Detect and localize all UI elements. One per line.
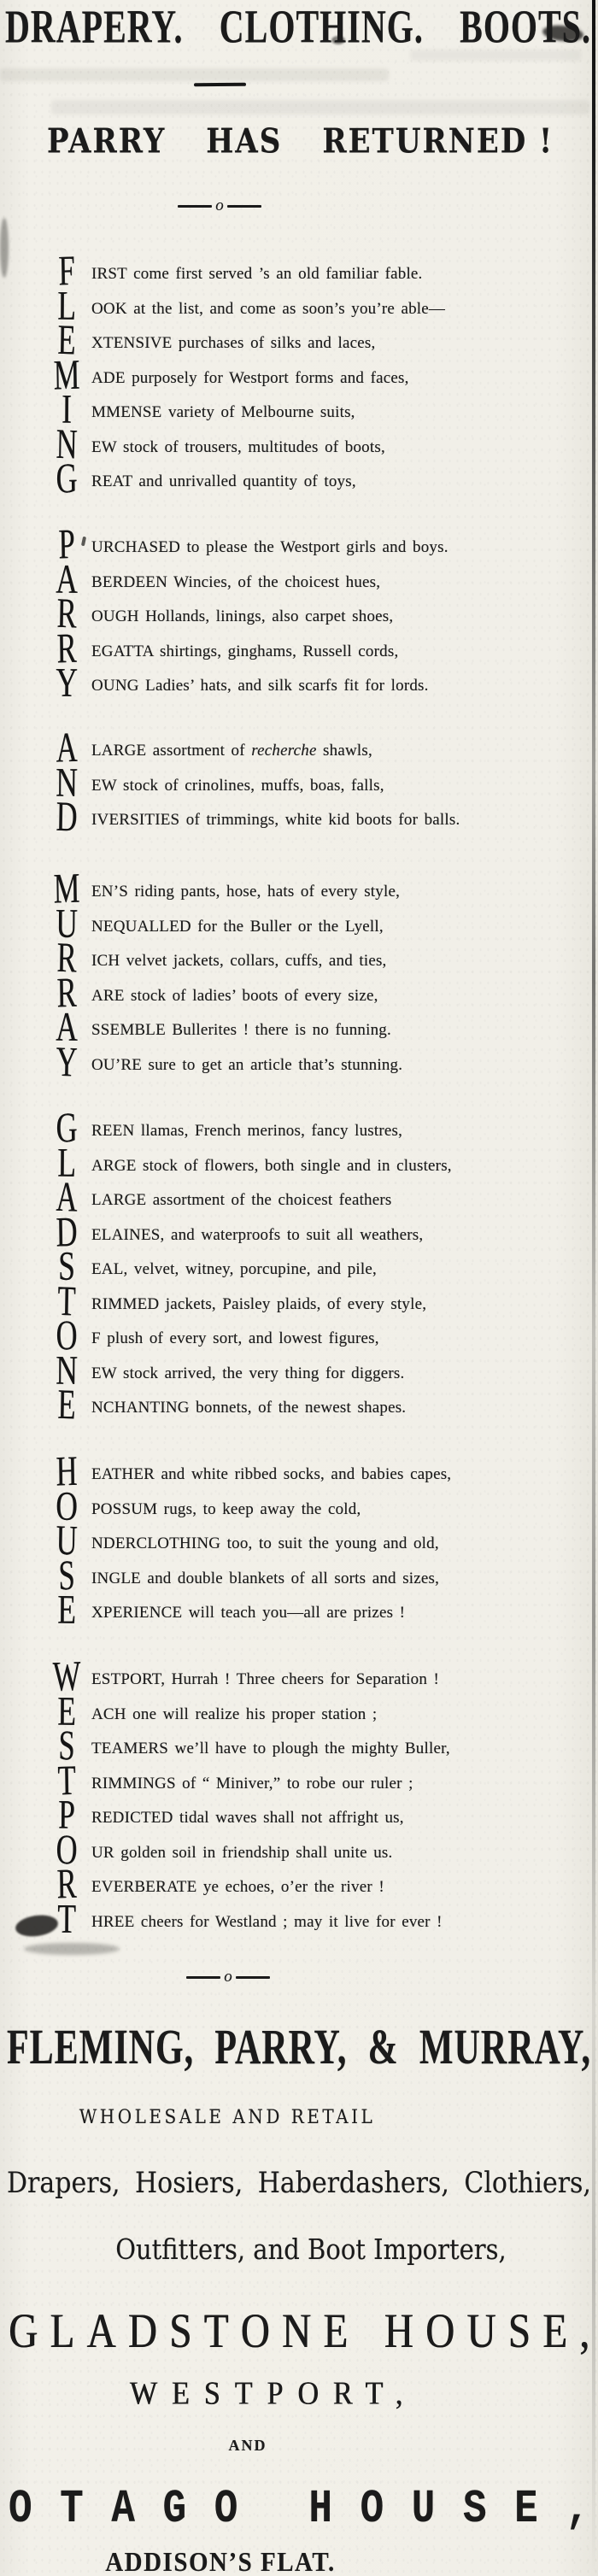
acrostic-initial: E [57, 1586, 76, 1633]
letter: O [240, 2304, 270, 2359]
verse-segment: SSEMBLE Bullerites ! there is no funning. [91, 1021, 391, 1039]
letter: H [308, 2483, 333, 2536]
verse-segment: RIMMED jackets, Paisley plaids, of every style, [91, 1294, 427, 1313]
verse-text [85, 944, 598, 979]
verse-text [85, 1149, 598, 1184]
verse-text [85, 875, 598, 910]
acrostic-initial: A [56, 1003, 78, 1050]
divider-rule [194, 83, 246, 86]
poem-line [48, 1446, 598, 1495]
acrostic-initial: N [56, 759, 78, 805]
acrostic-initial: E [57, 1687, 76, 1734]
verse-text [85, 1048, 598, 1083]
trades-line-2: Outfitters, and Boot Importers, [115, 2233, 507, 2267]
acrostic-initial: M [53, 349, 80, 398]
verse-segment: EW stock of trousers, multitudes of boots, [91, 437, 385, 456]
word: & [367, 2021, 399, 2075]
acrostic-initial: O [56, 1482, 78, 1529]
stanza-and [0, 723, 598, 841]
letter: T [60, 2483, 84, 2536]
verse-italic-word: recherche [251, 742, 317, 760]
verse-text [85, 1836, 598, 1871]
letter: O [360, 2483, 384, 2536]
verse-segment: BERDEEN Wincies, of the choicest hues, [91, 572, 381, 591]
firm-name [7, 2020, 591, 2076]
verse-segment: MMENSE variety of Melbourne suits, [91, 403, 355, 421]
conjunction-and: AND [228, 2437, 267, 2454]
word: RETURNED ! [322, 122, 554, 161]
acrostic-initial: L [57, 1139, 76, 1185]
verse-text [85, 257, 598, 292]
verse-segment: EN’S riding pants, hose, hats of every style, [91, 883, 401, 901]
verse-segment: ARE stock of ladies’ boots of every size, [91, 986, 378, 1005]
verse-segment: REAT and unrivalled quantity of toys, [91, 472, 356, 490]
stanza-fleming [0, 246, 598, 502]
verse-text [85, 361, 598, 396]
verse-text [85, 1698, 598, 1733]
acrostic-initial: E [56, 1380, 77, 1429]
acrostic-initial: A [56, 1172, 78, 1221]
word: Clothiers, [464, 2167, 591, 2201]
verse-text [85, 292, 598, 327]
divider-line [236, 1976, 270, 1979]
stanza-westport [0, 1652, 598, 1941]
verse-segment: EAL, velvet, witney, porcupine, and pile, [91, 1260, 377, 1278]
acrostic-initial: T [57, 1895, 76, 1941]
word: HAS [206, 122, 283, 161]
verse-segment: ACH one will realize his proper station ; [91, 1705, 378, 1723]
verse-segment: EGATTA shirtings, ginghams, Russell cords, [91, 642, 399, 660]
verse-segment: shawls, [316, 742, 372, 760]
acrostic-initial: Y [56, 1036, 78, 1085]
verse-text [85, 1013, 598, 1048]
verse-segment: LARGE assortment of [91, 742, 252, 760]
verse-segment: OUGH Hollands, linings, also carpet shoes, [91, 607, 394, 625]
verse-text [85, 1905, 598, 1940]
verse-segment: OUNG Ladies’ hats, and silk scarfs fit for lords. [91, 677, 429, 695]
verse-text [85, 1596, 598, 1631]
verse-text [85, 326, 598, 361]
acrostic-initial: E [56, 315, 77, 364]
letter: , [566, 2483, 589, 2536]
letter: H [384, 2304, 413, 2359]
verse-segment: EW stock arrived, the very thing for diggers. [91, 1364, 405, 1382]
acrostic-initial: R [56, 589, 78, 637]
premises-location-westport: WESTPORT, [129, 2376, 418, 2412]
stanza-gladstone [0, 1103, 598, 1429]
letter: D [127, 2304, 157, 2359]
verse-text [85, 1801, 598, 1836]
letter: S [507, 2304, 531, 2359]
word: DRAPERY. [5, 0, 184, 54]
verse-segment: NCHANTING bonnets, of the newest shapes. [91, 1399, 407, 1417]
stanza-house [0, 1446, 598, 1633]
verse-segment: IRST come first served ’s an old familiar fable. [91, 265, 423, 283]
acrostic-initial: M [53, 864, 80, 912]
verse-segment: URCHASED to please the Westport girls and boys. [91, 538, 448, 556]
letter: A [86, 2304, 116, 2359]
letter: U [466, 2304, 496, 2359]
verse-text [85, 669, 598, 704]
divider-ornament-o: o [215, 197, 224, 214]
acrostic-initial: A [56, 555, 78, 601]
verse-segment: TEAMERS we’ll have to plough the mighty Buller, [91, 1740, 450, 1757]
verse-segment: IVERSITIES of trimmings, white kid boots for balls. [91, 811, 460, 829]
verse-text [85, 803, 598, 838]
ornamental-divider [178, 199, 261, 213]
verse-segment: LARGE assortment of the choicest feathers [91, 1191, 392, 1209]
verse-text [85, 1322, 598, 1357]
verse-segment: NDERCLOTHING too, to suit the young and old, [91, 1534, 439, 1552]
acrostic-initial: L [57, 282, 76, 328]
bleed-through-smear [51, 100, 589, 114]
verse-text [85, 1288, 598, 1323]
acrostic-initial: G [56, 1103, 78, 1152]
verse-text [85, 1458, 598, 1493]
masthead-headline [5, 0, 591, 54]
verse-text [85, 910, 598, 945]
verse-text [85, 1527, 598, 1562]
verse-text [85, 1357, 598, 1392]
subheadline [47, 122, 554, 161]
ornamental-divider [186, 1970, 270, 1984]
letter: G [9, 2304, 38, 2359]
acrostic-initial: T [56, 1276, 77, 1324]
verse-text [85, 1218, 598, 1253]
acrostic-initial: R [56, 1859, 77, 1908]
premises-gladstone-house [9, 2304, 589, 2358]
letter: T [203, 2304, 229, 2359]
verse-segment: XTENSIVE purchases of silks and laces, [91, 334, 376, 352]
word: MURRAY, [419, 2021, 591, 2075]
verse-text [85, 600, 598, 635]
verse-segment: F plush of every sort, and lowest figures, [91, 1329, 379, 1347]
acrostic-initial: R [56, 933, 78, 982]
verse-segment: REEN llamas, French merinos, fancy lustres, [91, 1122, 403, 1140]
verse-segment: EW stock of crinolines, muffs, boas, falls, [91, 776, 384, 795]
divider-line [178, 205, 212, 208]
verse-segment: EVERBERATE ye echoes, o’er the river ! [91, 1878, 384, 1896]
poem-line [48, 246, 598, 295]
word: CLOTHING. [219, 0, 424, 54]
verse-text [85, 1732, 598, 1767]
letter: N [281, 2304, 311, 2359]
poem-line [48, 864, 598, 912]
verse-segment: ESTPORT, Hurrah ! Three cheers for Separation ! [91, 1670, 440, 1688]
verse-text [85, 1391, 598, 1426]
acrostic-initial: D [56, 792, 78, 841]
letter: E [514, 2483, 538, 2536]
verse-text [85, 431, 598, 466]
acrostic-initial: G [56, 454, 78, 502]
verse-text [85, 1114, 598, 1149]
acrostic-initial: P [57, 519, 76, 568]
premises-location-addisons-flat: ADDISON’S FLAT. [105, 2548, 336, 2576]
wholesale-retail-tagline: WHOLESALE AND RETAIL [79, 2105, 376, 2128]
verse-text [85, 1253, 598, 1288]
letter: A [111, 2483, 135, 2536]
poem-line [48, 1103, 598, 1152]
letter: O [9, 2483, 32, 2536]
verse-text [85, 1562, 598, 1597]
letter [266, 2483, 281, 2535]
verse-text [85, 396, 598, 431]
letter: S [169, 2304, 192, 2359]
letter: , [579, 2304, 589, 2359]
acrostic-initial: D [56, 1207, 78, 1255]
verse-segment: RIMMINGS of “ Miniver,” to robe our ruler ; [91, 1774, 413, 1793]
poem-line [48, 1652, 598, 1700]
verse-text [85, 566, 598, 601]
word: BOOTS. [460, 0, 591, 54]
premises-otago-house [9, 2483, 589, 2535]
letter: O [425, 2304, 454, 2359]
ink-smudge [24, 1943, 120, 1955]
acrostic-initial: O [56, 1824, 78, 1873]
verse-segment: HREE cheers for Westland ; may it live for ever ! [91, 1912, 443, 1931]
verse-text [85, 979, 598, 1014]
word: PARRY [47, 122, 167, 161]
verse-text [85, 1183, 598, 1218]
verse-text [85, 1493, 598, 1528]
letter [360, 2304, 372, 2358]
verse-segment: INGLE and double blankets of all sorts and sizes, [91, 1569, 440, 1587]
acrostic-initial: R [56, 624, 77, 672]
stanza-murray [0, 864, 598, 1085]
poem-line [48, 519, 598, 568]
divider-line [227, 205, 261, 208]
acrostic-initial: U [56, 900, 78, 946]
verse-text [85, 465, 598, 500]
acrostic-initial: S [57, 1242, 76, 1289]
stanza-parry [0, 519, 598, 706]
verse-text [85, 1870, 598, 1905]
acrostic-initial: H [56, 1446, 78, 1495]
word: Haberdashers, [257, 2167, 449, 2201]
bleed-through-smear [0, 68, 389, 81]
word: FLEMING, [7, 2021, 195, 2075]
acrostic-initial: W [52, 1652, 81, 1700]
divider-ornament-o: o [224, 1968, 232, 1986]
word: Hosiers, [134, 2167, 243, 2201]
letter: O [214, 2483, 238, 2536]
letter: U [411, 2483, 436, 2536]
letter: G [162, 2483, 187, 2536]
acrostic-initial: S [57, 1551, 76, 1599]
verse-segment: UR golden soil in friendship shall unite us. [91, 1843, 393, 1862]
word: PARRY, [214, 2021, 348, 2075]
verse-segment: REDICTED tidal waves shall not affright us, [91, 1809, 404, 1827]
verse-segment: NEQUALLED for the Buller or the Lyell, [91, 917, 384, 936]
trades-line-1 [7, 2167, 591, 2201]
verse-segment: ELAINES, and waterproofs to suit all weathers, [91, 1225, 424, 1244]
acrostic-initial: N [56, 419, 78, 467]
divider-line [186, 1976, 220, 1979]
verse-segment: EATHER and white ribbed socks, and babies capes, [91, 1465, 452, 1483]
verse-text [85, 734, 598, 769]
verse-text [85, 769, 598, 804]
acrostic-initial: S [57, 1721, 76, 1769]
word: Drapers, [7, 2167, 120, 2201]
letter: L [50, 2304, 75, 2359]
acrostic-initial: T [57, 1756, 76, 1804]
acrostic-initial: A [56, 723, 78, 772]
acrostic-initial: U [56, 1516, 78, 1564]
letter: E [323, 2304, 348, 2359]
acrostic-initial: F [57, 246, 76, 295]
verse-text [85, 635, 598, 670]
acrostic-initial: N [56, 1347, 78, 1393]
verse-segment: ICH velvet jackets, collars, cuffs, and ties, [91, 952, 387, 970]
verse-segment: ADE purposely for Westport forms and faces, [91, 368, 409, 387]
acrostic-initial: O [56, 1311, 78, 1359]
verse-segment: OOK at the list, and come as soon’s you’re able— [91, 299, 446, 318]
letter: S [462, 2483, 487, 2536]
verse-text [85, 1767, 598, 1802]
verse-text [85, 531, 598, 566]
letter: E [542, 2304, 567, 2359]
acrostic-initial: R [56, 968, 77, 1016]
verse-segment: ARGE stock of flowers, both single and in clusters, [91, 1156, 452, 1175]
verse-text [85, 1663, 598, 1698]
verse-segment: POSSUM rugs, to keep away the cold, [91, 1499, 361, 1518]
acrostic-initial: Y [56, 659, 78, 706]
acrostic-initial: I [61, 385, 73, 432]
verse-segment: OU’RE sure to get an article that’s stunning. [91, 1055, 403, 1074]
acrostic-initial: P [57, 1791, 76, 1838]
poem-line [48, 723, 598, 772]
verse-segment: XPERIENCE will teach you—all are prizes ! [91, 1604, 406, 1622]
